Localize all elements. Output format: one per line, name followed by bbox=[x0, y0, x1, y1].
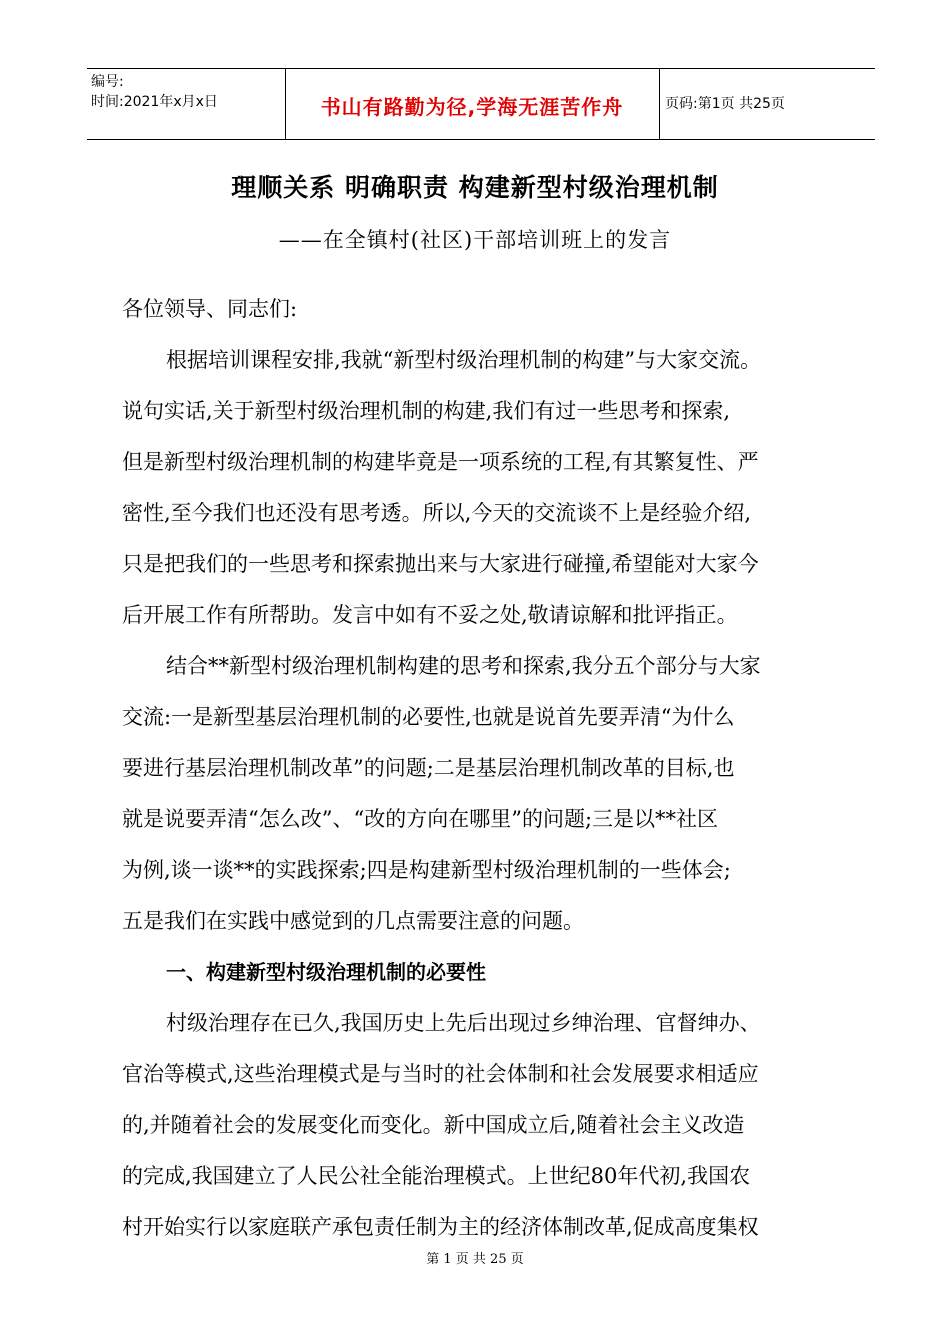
document-subtitle: ——在全镇村(社区)干部培训班上的发言 bbox=[278, 228, 672, 252]
document-body bbox=[122, 284, 832, 1253]
paragraph-line: 就是说要弄清“怎么改”、“改的方向在哪里”的问题;三是以**社区 bbox=[122, 807, 719, 831]
paragraph-line: 的,并随着社会的发展变化而变化。新中国成立后,随着社会主义改造 bbox=[122, 1113, 745, 1137]
paragraph-line: 根据培训课程安排,我就“新型村级治理机制的构建”与大家交流。 bbox=[166, 348, 762, 372]
header-motto: 书山有路勤为径,学海无涯苦作舟 bbox=[320, 95, 624, 119]
time-label: 时间:2021年x月x日 bbox=[91, 94, 218, 110]
paragraph-line: 为例,谈一谈**的实践探索;四是构建新型村级治理机制的一些体会; bbox=[122, 858, 731, 882]
page-footer: 第 1 页 共 25 页 bbox=[426, 1252, 524, 1267]
paragraph-line: 结合**新型村级治理机制构建的思考和探索,我分五个部分与大家 bbox=[166, 654, 761, 678]
paragraph-line: 只是把我们的一些思考和探索抛出来与大家进行碰撞,希望能对大家今 bbox=[122, 552, 759, 576]
paragraph-line: 密性,至今我们也还没有思考透。所以,今天的交流谈不上是经验介绍, bbox=[122, 501, 752, 525]
paragraph-line: 说句实话,关于新型村级治理机制的构建,我们有过一些思考和探索, bbox=[122, 399, 731, 423]
paragraph-line: 后开展工作有所帮助。发言中如有不妥之处,敬请谅解和批评指正。 bbox=[122, 603, 738, 627]
header-meta bbox=[91, 72, 218, 112]
salutation: 各位领导、同志们: bbox=[122, 297, 298, 321]
paragraph-line: 村级治理存在已久,我国历史上先后出现过乡绅治理、官督绅办、 bbox=[166, 1011, 761, 1035]
paragraph-line: 交流:一是新型基层治理机制的必要性,也就是说首先要弄清“为什么 bbox=[122, 705, 735, 729]
section-heading: 一、构建新型村级治理机制的必要性 bbox=[166, 960, 486, 984]
paragraph-line: 村开始实行以家庭联产承包责任制为主的经济体制改革,促成高度集权 bbox=[122, 1215, 759, 1239]
paragraph-line: 五是我们在实践中感觉到的几点需要注意的问题。 bbox=[122, 909, 584, 933]
header-divider-2 bbox=[659, 69, 660, 139]
paragraph-line: 官治等模式,这些治理模式是与当时的社会体制和社会发展要求相适应 bbox=[122, 1062, 759, 1086]
header-page-info: 页码:第1页 共25页 bbox=[665, 96, 785, 112]
header-table bbox=[87, 68, 875, 140]
paragraph-line: 要进行基层治理机制改革”的问题;二是基层治理机制改革的目标,也 bbox=[122, 756, 735, 780]
doc-number-label: 编号: bbox=[91, 74, 124, 90]
paragraph-line: 但是新型村级治理机制的构建毕竟是一项系统的工程,有其繁复性、严 bbox=[122, 450, 759, 474]
document-title: 理顺关系 明确职责 构建新型村级治理机制 bbox=[231, 173, 719, 202]
paragraph-line: 的完成,我国建立了人民公社全能治理模式。上世纪80年代初,我国农 bbox=[122, 1164, 751, 1188]
